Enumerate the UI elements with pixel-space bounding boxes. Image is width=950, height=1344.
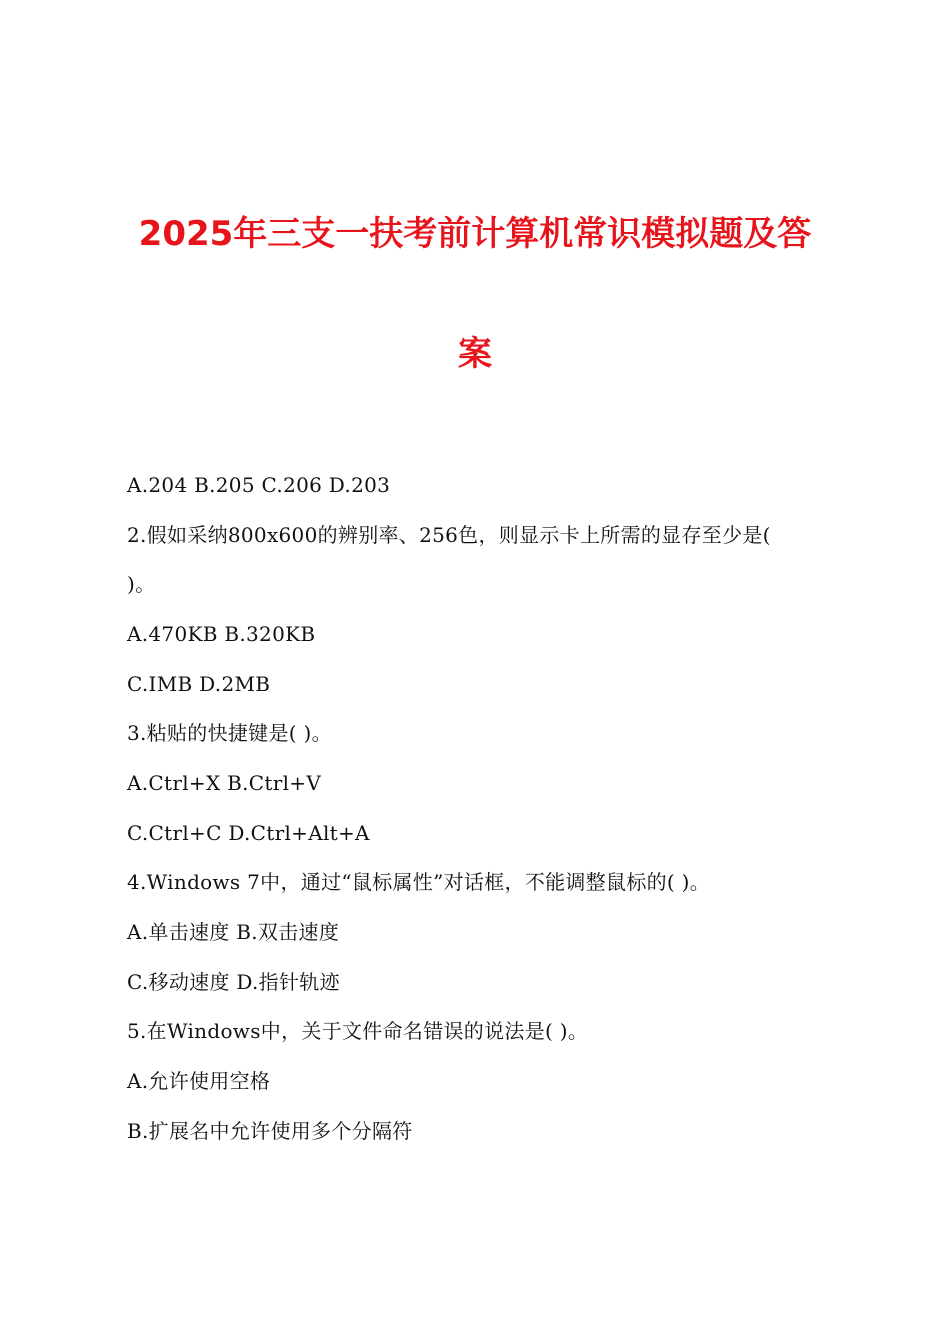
answer-options-q3-ab: A.Ctrl+X B.Ctrl+V	[127, 771, 322, 795]
answer-options-q3-cd: C.Ctrl+C D.Ctrl+Alt+A	[127, 821, 370, 845]
question-4: 4.Windows 7中，通过“鼠标属性”对话框，不能调整鼠标的( )。	[127, 870, 711, 894]
page-title-line-2: 案	[458, 334, 492, 374]
answer-option-q5-a: A.允许使用空格	[127, 1069, 271, 1093]
question-5: 5.在Windows中，关于文件命名错误的说法是( )。	[127, 1019, 589, 1043]
answer-option-q5-b: B.扩展名中允许使用多个分隔符	[127, 1119, 413, 1143]
question-3: 3.粘贴的快捷键是( )。	[127, 721, 332, 745]
question-2: 2.假如采纳800x600的辨别率、256色，则显示卡上所需的显存至少是(	[127, 523, 771, 547]
answer-options-q1: A.204 B.205 C.206 D.203	[127, 473, 391, 497]
answer-options-q4-cd: C.移动速度 D.指针轨迹	[127, 970, 340, 994]
answer-options-q2-ab: A.470KB B.320KB	[127, 622, 316, 646]
question-2-continued: )。	[127, 572, 156, 596]
answer-options-q2-cd: C.IMB D.2MB	[127, 672, 271, 696]
page-title-line-1: 2025年三支一扶考前计算机常识模拟题及答	[138, 214, 812, 254]
answer-options-q4-ab: A.单击速度 B.双击速度	[127, 920, 340, 944]
